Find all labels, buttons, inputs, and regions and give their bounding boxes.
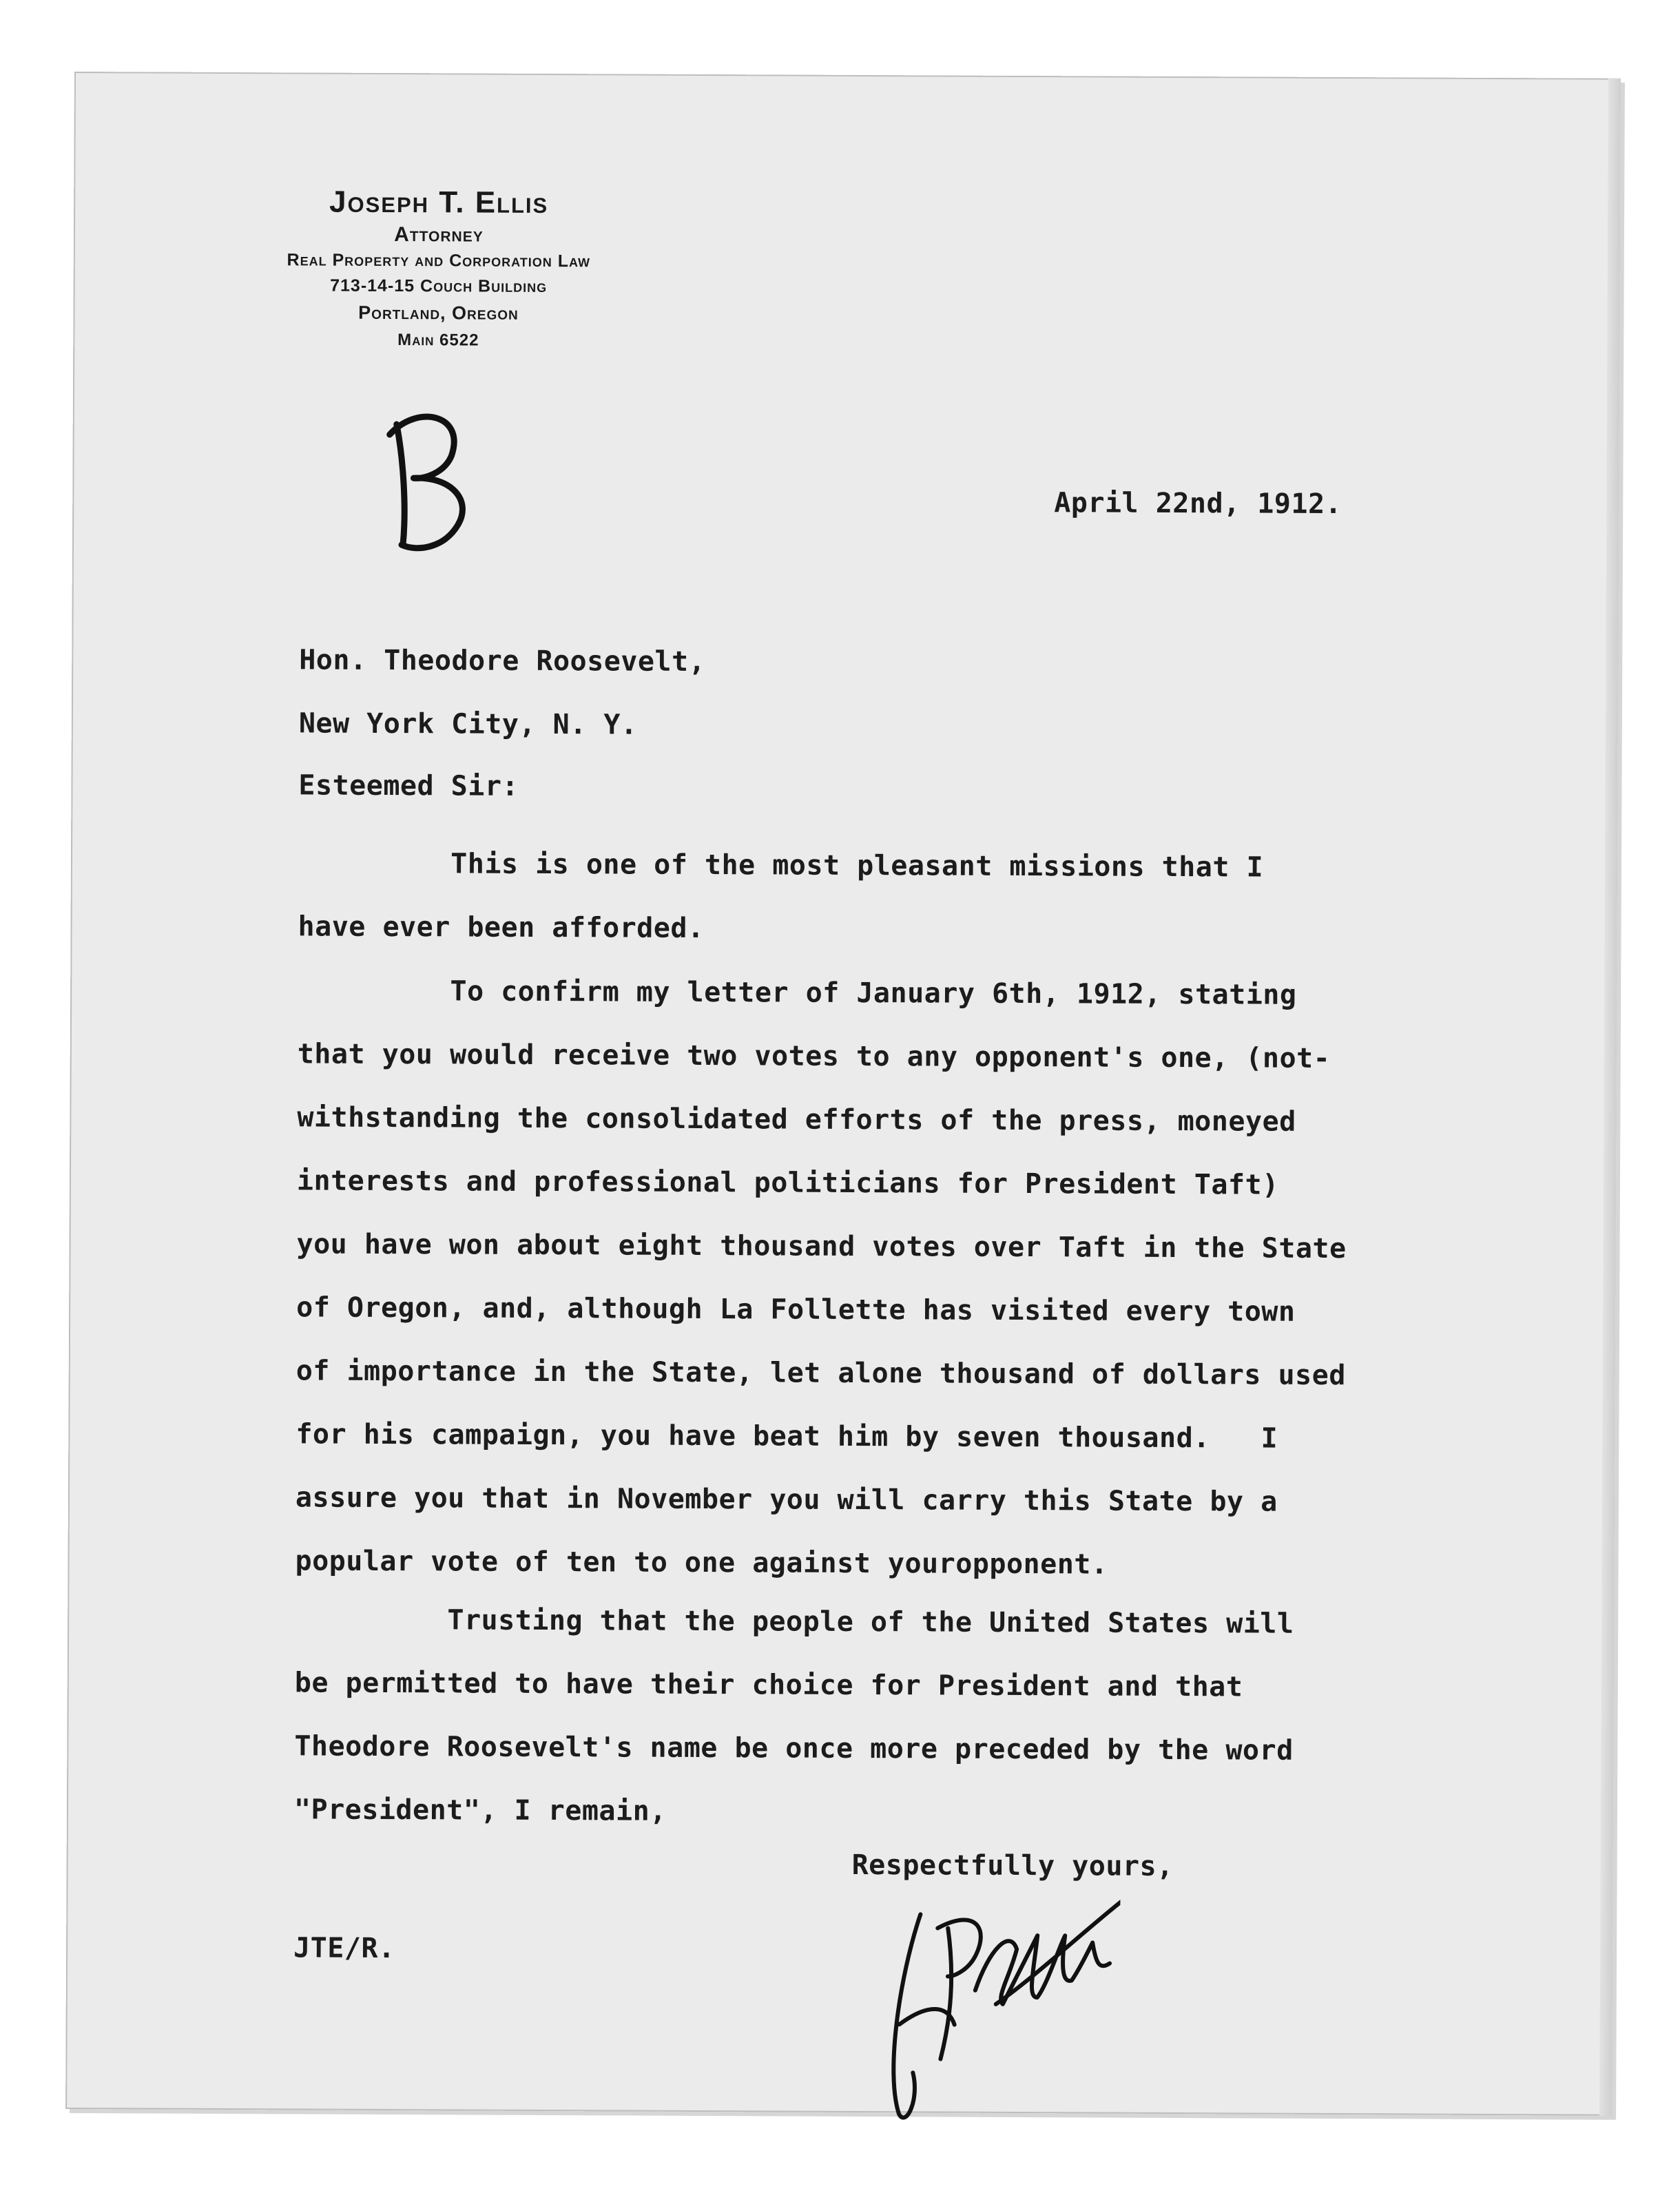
paragraph-3: Trusting that the people of the United States will be permitted to have their choice for President and that Theodore Roosevelt's name be once more preceded by the word "President", I remain,: [293, 1603, 1294, 1827]
closing: Respectfully yours,: [851, 1849, 1174, 1882]
letterhead-address: 713-14-15 Couch Building: [330, 276, 548, 296]
letter-sheet: [65, 72, 1621, 2116]
letter-date: April 22nd, 1912.: [1054, 487, 1342, 521]
recipient-name: Hon. Theodore Roosevelt,: [299, 644, 706, 678]
handwritten-b-mark: [375, 397, 479, 563]
paragraph-2: To confirm my letter of January 6th, 1912, stating that you would receive two votes to any opponent's one, (not- withstanding the consolidated efforts of the press, moneyed interests and professional politicians for President Taft) you have won about eight thousand votes over Taft in the State of Oregon, and, although La Follette has visited every town of importance in the State, let alone thousand of dollars used for his campaign, you have beat him by seven thousand. I assure you that in November you will carry this State by a popular vote of ten to one against youropponent.: [295, 975, 1347, 1581]
letterhead-specialty: Real Property and Corporation Law: [287, 250, 591, 271]
letterhead-name: Joseph T. Ellis: [329, 185, 549, 220]
letterhead-title: Attorney: [394, 223, 484, 247]
letterhead-city: Portland, Oregon: [358, 302, 519, 324]
signature: [871, 1866, 1121, 2129]
paragraph-1: This is one of the most pleasant missions that I have ever been afforded.: [298, 847, 1264, 945]
letterhead: [169, 183, 707, 355]
typist-initials: JTE/R.: [293, 1932, 395, 1965]
recipient-city: New York City, N. Y.: [298, 707, 638, 741]
letterhead-phone: Main 6522: [397, 331, 479, 350]
salutation: Esteemed Sir:: [298, 769, 519, 802]
